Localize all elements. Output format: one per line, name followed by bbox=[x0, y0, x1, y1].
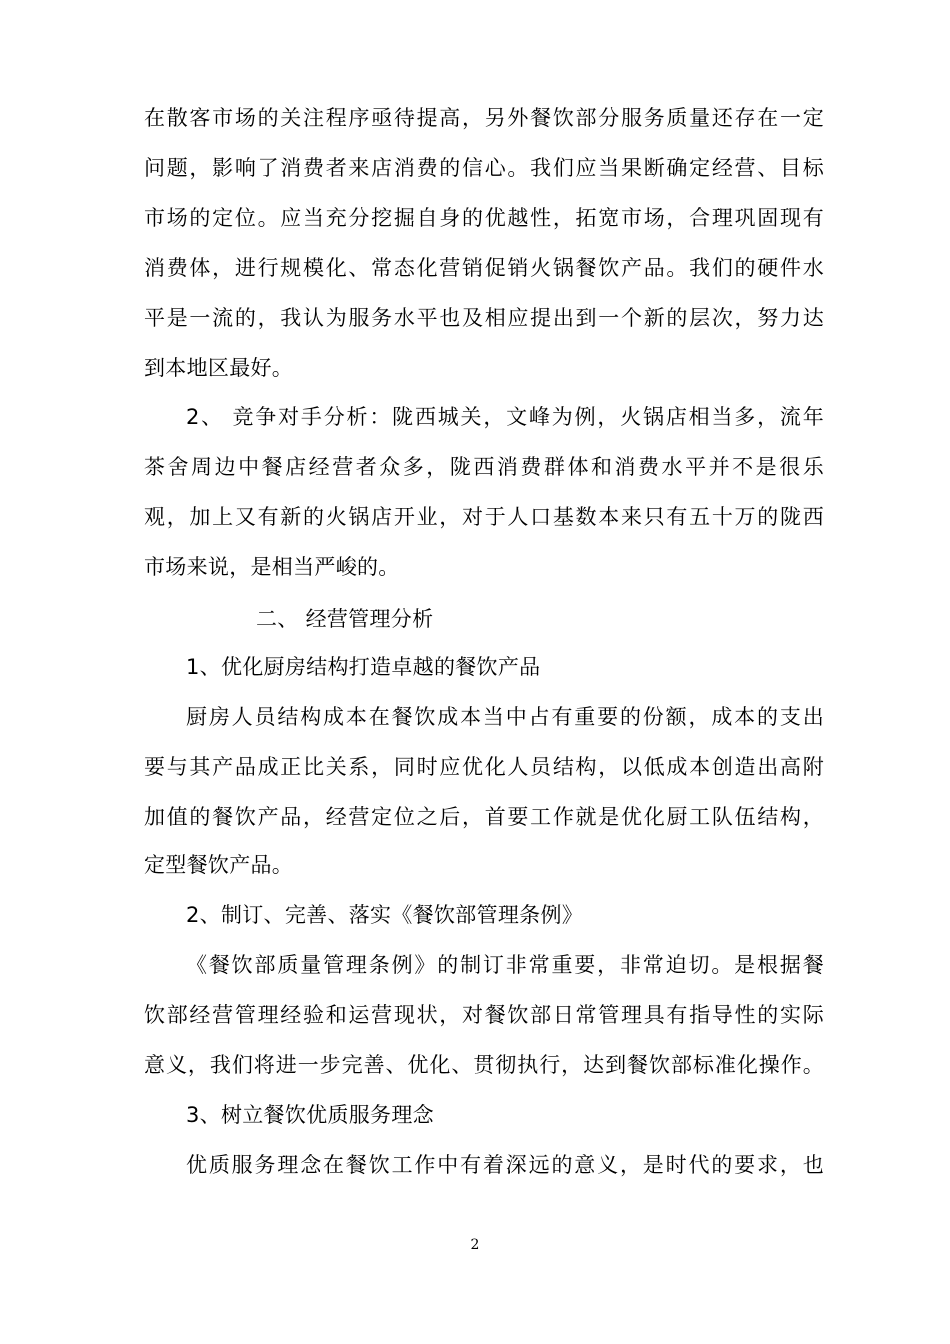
body-text-line: 平是一流的，我认为服务水平也及相应提出到一个新的层次，努力达 bbox=[144, 306, 824, 330]
numbered-paragraph-start: 2、 竞争对手分析：陇西城关，文峰为例，火锅店相当多，流年 bbox=[186, 405, 824, 429]
body-text-line: 要与其产品成正比关系，同时应优化人员结构，以低成本创造出高附 bbox=[144, 755, 824, 779]
paragraph-start: 厨房人员结构成本在餐饮成本当中占有重要的份额，成本的支出 bbox=[186, 705, 824, 729]
body-text-line: 加值的餐饮产品，经营定位之后，首要工作就是优化厨工队伍结构， bbox=[144, 805, 824, 829]
page-number: 2 bbox=[470, 1237, 480, 1253]
body-text-line: 在散客市场的关注程序亟待提高，另外餐饮部分服务质量还存在一定 bbox=[144, 106, 824, 130]
body-text-line: 消费体，进行规模化、常态化营销促销火锅餐饮产品。我们的硬件水 bbox=[144, 256, 824, 280]
subsection-heading: 1、优化厨房结构打造卓越的餐饮产品 bbox=[186, 655, 541, 679]
body-text-line: 到本地区最好。 bbox=[144, 356, 294, 380]
paragraph-start: 优质服务理念在餐饮工作中有着深远的意义，是时代的要求，也 bbox=[186, 1153, 824, 1177]
body-text-line: 意义，我们将进一步完善、优化、贯彻执行，达到餐饮部标准化操作。 bbox=[144, 1053, 824, 1077]
body-text-line: 问题，影响了消费者来店消费的信心。我们应当果断确定经营、目标 bbox=[144, 156, 824, 180]
body-text-line: 饮部经营管理经验和运营现状，对餐饮部日常管理具有指导性的实际 bbox=[144, 1003, 824, 1027]
body-text-line: 观，加上又有新的火锅店开业，对于人口基数本来只有五十万的陇西 bbox=[144, 505, 824, 529]
body-text-line: 市场的定位。应当充分挖掘自身的优越性，拓宽市场，合理巩固现有 bbox=[144, 206, 824, 230]
body-text-line: 茶舍周边中餐店经营者众多，陇西消费群体和消费水平并不是很乐 bbox=[144, 455, 824, 479]
paragraph-start: 《餐饮部质量管理条例》的制订非常重要，非常迫切。是根据餐 bbox=[186, 953, 824, 977]
subsection-heading: 2、制订、完善、落实《餐饮部管理条例》 bbox=[186, 903, 584, 927]
body-text-line: 市场来说，是相当严峻的。 bbox=[144, 555, 400, 579]
section-heading: 二、 经营管理分析 bbox=[256, 607, 434, 631]
subsection-heading: 3、树立餐饮优质服务理念 bbox=[186, 1103, 434, 1127]
body-text-line: 定型餐饮产品。 bbox=[144, 853, 294, 877]
